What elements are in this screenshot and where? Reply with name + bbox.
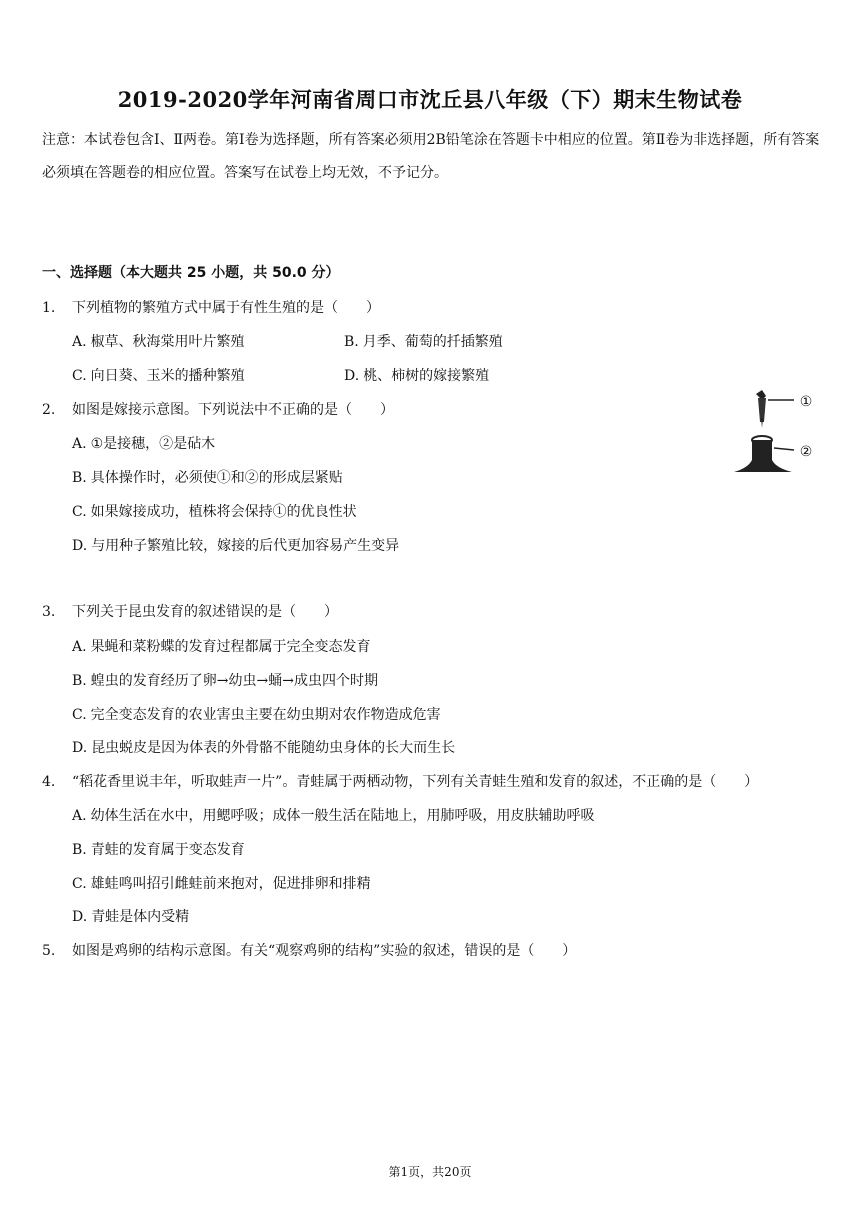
question-2-option-d: D. 与用种子繁殖比较，嫁接的后代更加容易产生变异 bbox=[72, 538, 400, 554]
figure-label-2: ② bbox=[799, 444, 813, 460]
question-1-stem bbox=[42, 297, 832, 317]
question-3-option-c: C. 完全变态发育的农业害虫主要在幼虫期对农作物造成危害 bbox=[72, 707, 441, 723]
question-text: 如图是嫁接示意图。下列说法中不正确的是（ ） bbox=[72, 402, 394, 418]
question-3-stem bbox=[42, 601, 832, 621]
question-2-option-b: B. 具体操作时，必须使①和②的形成层紧贴 bbox=[72, 470, 343, 486]
question-3-option-b: B. 蝗虫的发育经历了卵→幼虫→蛹→成虫四个时期 bbox=[72, 673, 378, 689]
question-1-option-c: C. 向日葵、玉米的播种繁殖 bbox=[72, 368, 245, 384]
question-4-option-a: A. 幼体生活在水中，用鳃呼吸；成体一般生活在陆地上，用肺呼吸，用皮肤辅助呼吸 bbox=[72, 808, 595, 824]
question-4-option-c: C. 雄蛙鸣叫招引雌蛙前来抱对，促进排卵和排精 bbox=[72, 876, 371, 892]
scion-illustration bbox=[756, 390, 766, 428]
grafting-diagram bbox=[722, 388, 822, 478]
question-1-option-b: B. 月季、葡萄的扦插繁殖 bbox=[344, 334, 503, 350]
question-2-option-c: C. 如果嫁接成功，植株将会保持①的优良性状 bbox=[72, 504, 357, 520]
question-4-stem bbox=[42, 771, 832, 791]
exam-instructions: 注意：本试卷包含Ⅰ、Ⅱ两卷。第Ⅰ卷为选择题，所有答案必须用2B铅笔涂在答题卡中相应的位置。第Ⅱ卷为非选择题，所有答案必须填在答题卷的相应位置。答案写在试卷上均无效，不予记分。 bbox=[42, 132, 820, 181]
question-number: 2. bbox=[42, 402, 56, 418]
page-footer: 第1页，共20页 bbox=[388, 1165, 472, 1179]
question-1-option-d: D. 桃、柿树的嫁接繁殖 bbox=[344, 368, 490, 384]
question-number: 1. bbox=[42, 300, 56, 316]
stock-illustration bbox=[734, 436, 792, 472]
question-text: “稻花香里说丰年，听取蛙声一片”。青蛙属于两栖动物，下列有关青蛙生殖和发育的叙述，不正确的是（ ） bbox=[72, 774, 759, 790]
question-text: 如图是鸡卵的结构示意图。有关“观察鸡卵的结构”实验的叙述，错误的是（ ） bbox=[72, 943, 577, 959]
question-3-option-d: D. 昆虫蜕皮是因为体表的外骨骼不能随幼虫身体的长大而生长 bbox=[72, 740, 456, 756]
question-5-stem bbox=[42, 940, 832, 960]
question-number: 5. bbox=[42, 943, 56, 959]
question-4-option-b: B. 青蛙的发育属于变态发育 bbox=[72, 842, 245, 858]
question-2-option-a: A. ①是接穗，②是砧木 bbox=[72, 436, 216, 452]
question-text: 下列植物的繁殖方式中属于有性生殖的是（ ） bbox=[72, 300, 380, 316]
question-text: 下列关于昆虫发育的叙述错误的是（ ） bbox=[72, 604, 338, 620]
question-4-option-d: D. 青蛙是体内受精 bbox=[72, 909, 190, 925]
question-number: 4. bbox=[42, 774, 56, 790]
section-heading: 一、选择题（本大题共 25 小题，共 50.0 分） bbox=[42, 265, 340, 281]
question-3-option-a: A. 果蝇和菜粉蝶的发育过程都属于完全变态发育 bbox=[72, 639, 371, 655]
question-2-stem bbox=[42, 399, 832, 419]
question-number: 3. bbox=[42, 604, 56, 620]
figure-label-1: ① bbox=[799, 394, 813, 410]
exam-title: 2019-2020学年河南省周口市沈丘县八年级（下）期末生物试卷 bbox=[117, 87, 743, 112]
question-1-option-a: A. 椒草、秋海棠用叶片繁殖 bbox=[72, 334, 245, 350]
